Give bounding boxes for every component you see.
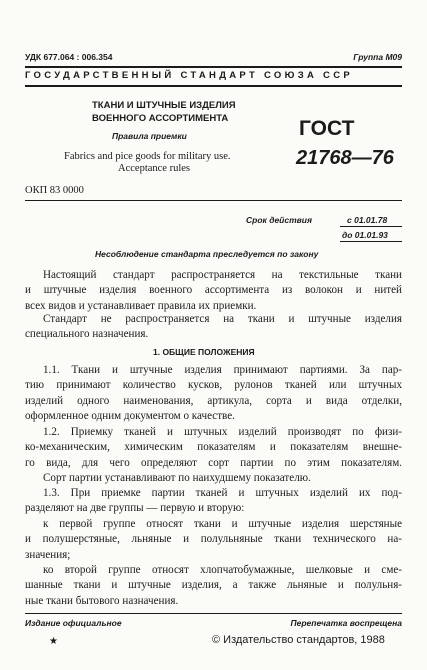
validity-from: с 01.01.78 [347, 215, 388, 225]
clause-1-3 [25, 486, 402, 517]
header-rule [25, 85, 402, 87]
english-title-line1: Fabrics and pice goods for military use. [64, 151, 231, 162]
document-subtitle: Правила приемки [112, 131, 187, 141]
validity-underline-1 [340, 226, 402, 227]
text-line: Настоящий стандарт распространяется на текстильные ткани [43, 269, 402, 281]
udk-code: УДК 677.064 : 006.354 [25, 52, 113, 62]
clause-1-1 [25, 363, 402, 424]
text-line: ко второй группе относят хлопчатобумажные, шелковые и сме- [43, 564, 402, 576]
law-notice: Несоблюдение стандарта преследуется по закону [95, 249, 319, 259]
text-line: 1.2. Приемку тканей и штучных изделий производят по физи- [43, 426, 402, 438]
text-line: го вида, для чего определяют сорт партии по этим показателям. [25, 456, 402, 469]
document-title-line1: ТКАНИ И ШТУЧНЫЕ ИЗДЕЛИЯ [92, 100, 236, 111]
gost-number: 21768—76 [296, 147, 394, 169]
text-line: значения; [25, 548, 71, 561]
text-line: ко-механическим, химическим показателям и показателям внешне- [25, 441, 402, 454]
validity-underline-2 [340, 241, 402, 242]
text-line: специального назначения. [25, 328, 149, 341]
standard-title: ГОСУДАРСТВЕННЫЙ СТАНДАРТ СОЮЗА ССР [25, 70, 354, 81]
intro-paragraph-1 [25, 268, 402, 314]
clause-1-3-group-2 [25, 563, 402, 609]
document-title-line2: ВОЕННОГО АССОРТИМЕНТА [92, 113, 229, 124]
footer-rule [25, 613, 402, 614]
text-line: к первой группе относят ткани и штучные изделия шерстяные [43, 518, 402, 530]
text-line: ные ткани бытового назначения. [25, 594, 179, 607]
text-line: 1.3. При приемке партии тканей и штучных изделий их под- [43, 487, 402, 499]
okp-code: ОКП 83 0000 [25, 185, 84, 196]
clause-1-2 [25, 425, 402, 471]
text-line: Стандарт не распространяется на ткани и штучные изделия [43, 313, 402, 325]
validity-label: Срок действия [246, 215, 312, 225]
clause-1-2-note [25, 471, 402, 486]
text-line: разделяют на две группы — первую и вторую: [25, 502, 245, 515]
group-code: Группа М09 [353, 52, 402, 62]
text-line: Сорт партии устанавливают по наихудшему показателю. [43, 472, 311, 484]
text-line: и полушерстяные, льняные и полульняные ткани технического на- [25, 533, 402, 546]
copyright: © Издательство стандартов, 1988 [212, 634, 385, 646]
official-edition: Издание официальное [25, 618, 122, 628]
text-line: и штучные изделия военного ассортимента из волокон и нитей [25, 284, 402, 297]
text-line: шанные ткани и штучные изделия, а также льняные и полульня- [25, 579, 402, 592]
top-rule [25, 66, 402, 68]
english-title-line2: Acceptance rules [118, 163, 190, 174]
clause-1-3-group-1 [25, 517, 402, 563]
star-icon: ★ [49, 636, 58, 647]
intro-paragraph-2 [25, 312, 402, 343]
text-line: 1.1. Ткани и штучные изделия принимают партиями. За пар- [43, 364, 402, 376]
reprint-notice: Перепечатка воспрещена [290, 618, 402, 628]
gost-label: ГОСТ [299, 117, 355, 140]
text-line: изделий одного наименования, артикула, сорта и вида отделки, [25, 394, 402, 407]
validity-to: до 01.01.93 [342, 230, 388, 240]
title-rule [25, 200, 402, 201]
text-line: тию принимают количество кусков, рулонов тканей или штучных [25, 379, 402, 392]
section-heading: 1. ОБЩИЕ ПОЛОЖЕНИЯ [153, 347, 255, 357]
text-line: всех видов и устанавливает правила их приемки. [25, 299, 257, 312]
text-line: оформленное одним документом о качестве. [25, 409, 235, 422]
